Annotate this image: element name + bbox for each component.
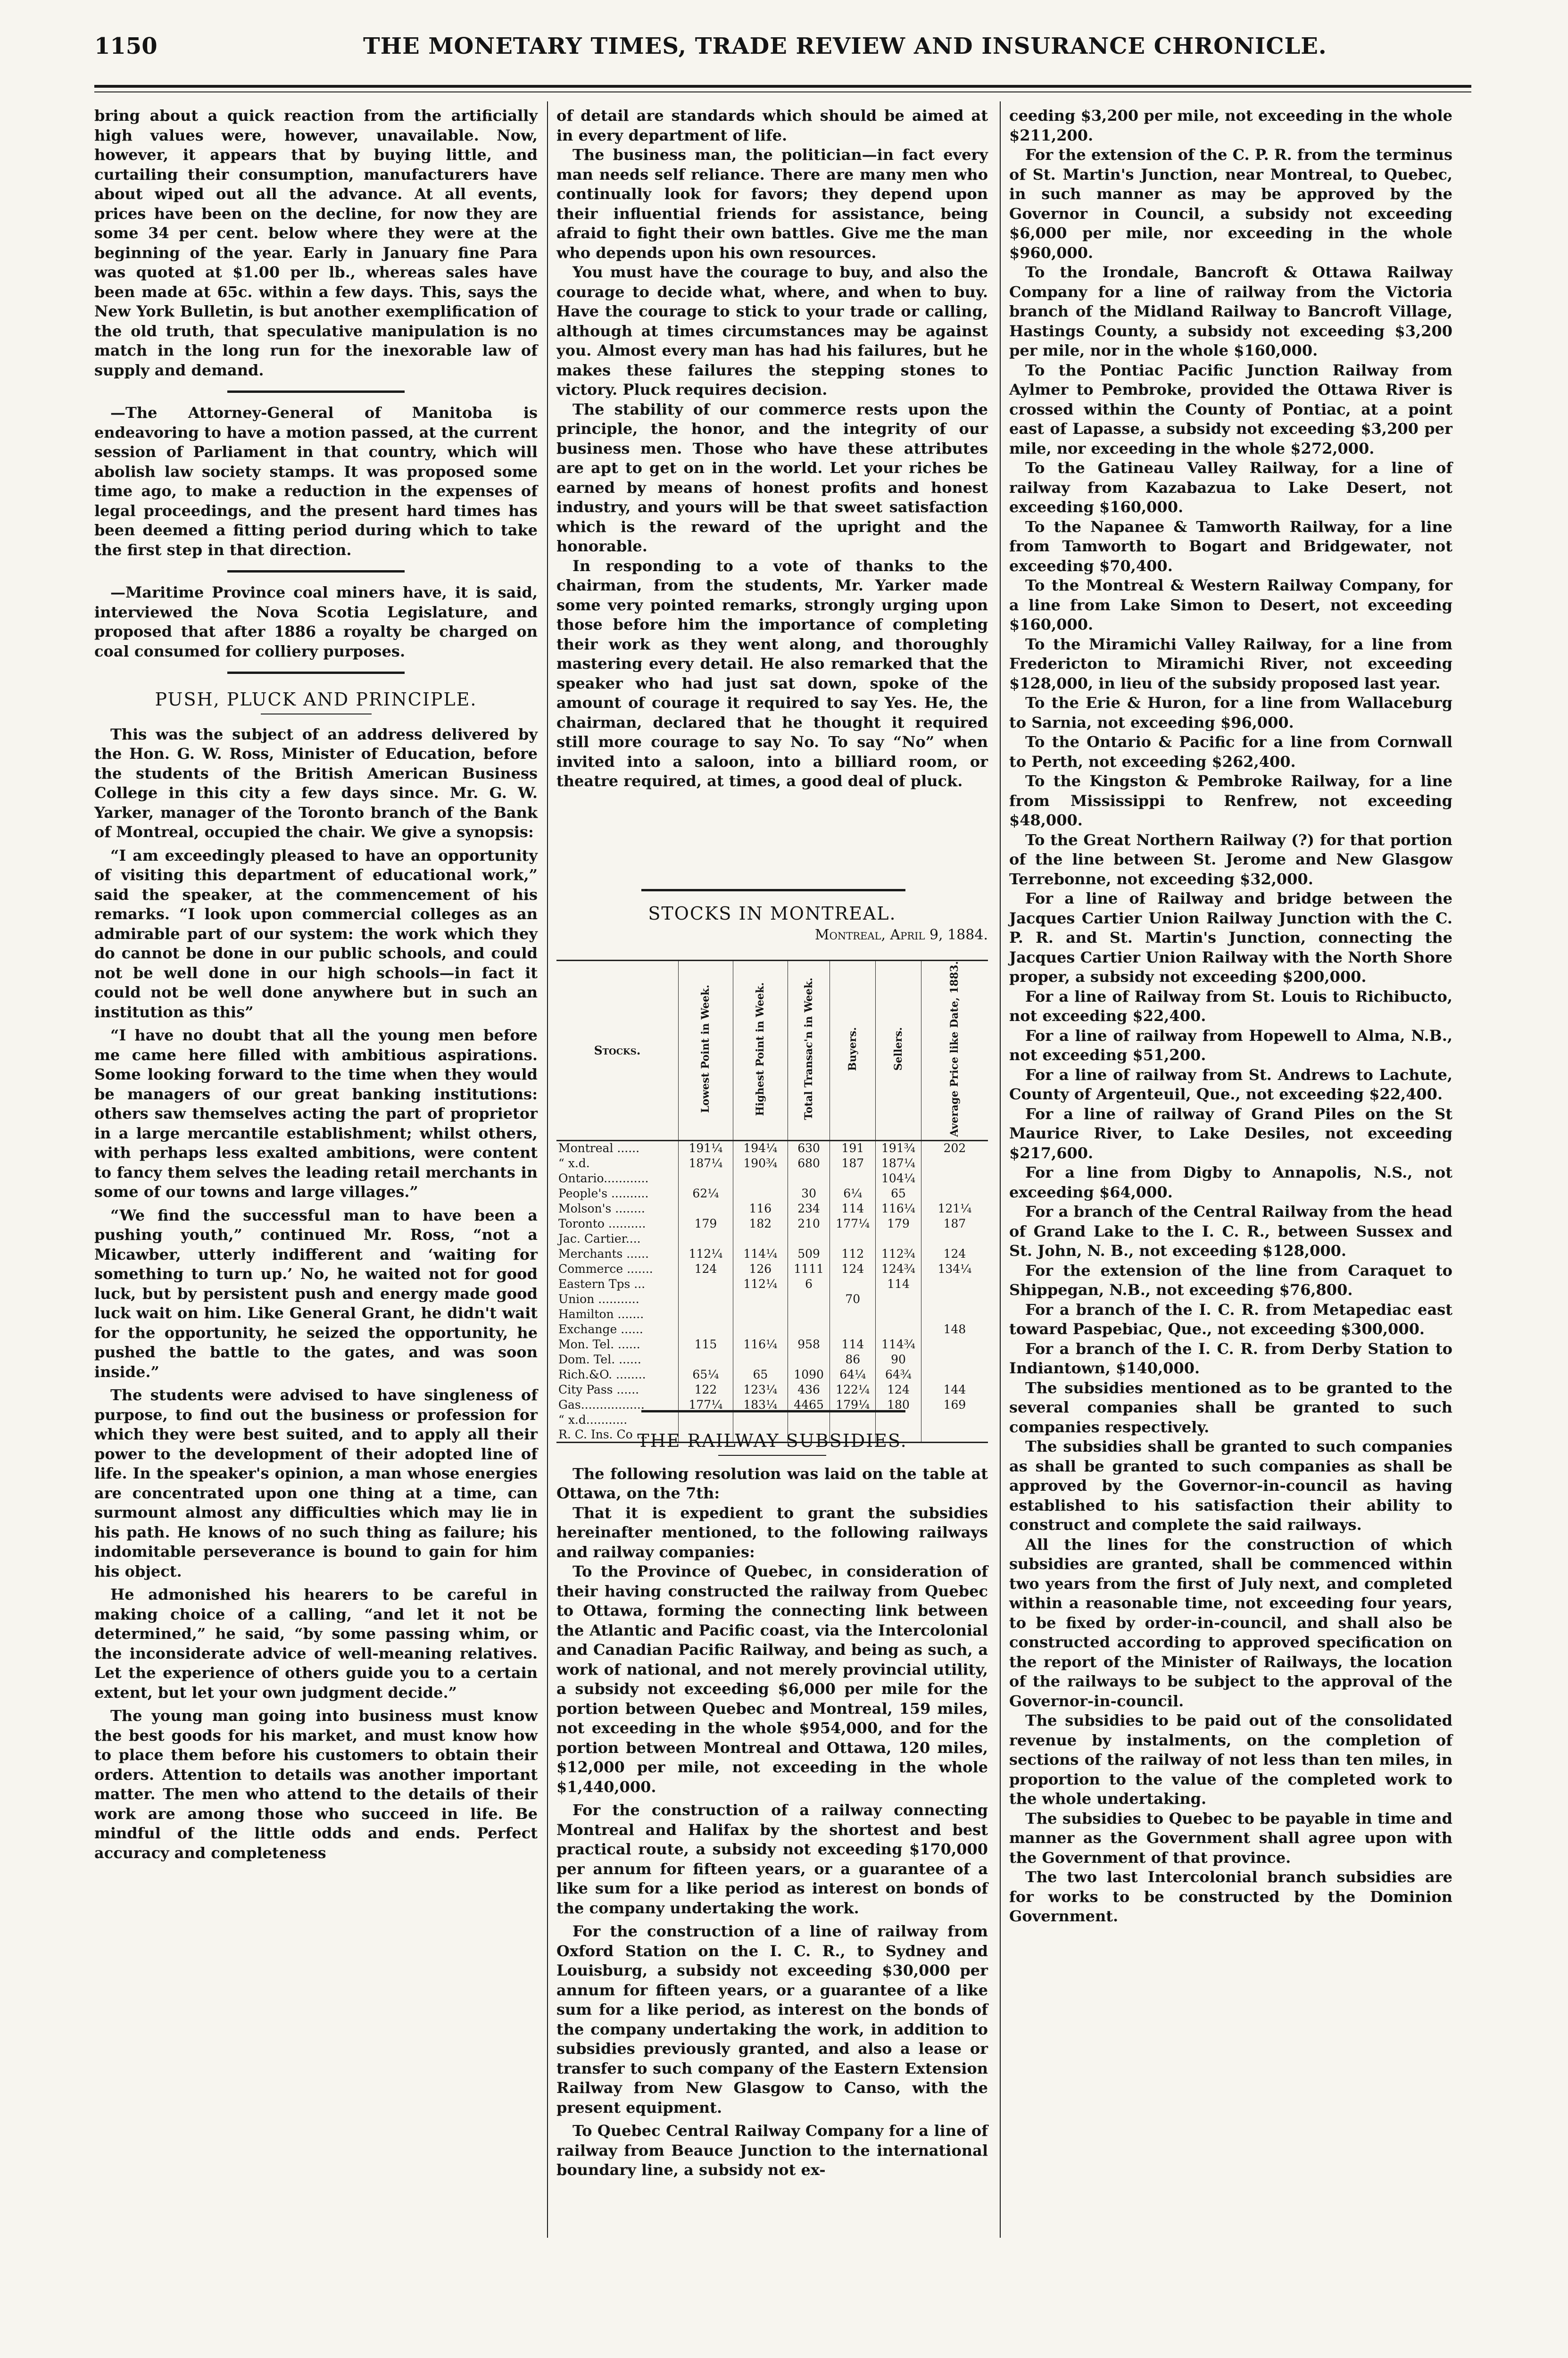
stocks-row — [556, 1261, 988, 1276]
stock-value-cell: 6¼ — [830, 1186, 876, 1201]
article-paragraph: To Quebec Central Railway Company for a line of railway from Beauce Junction to the international boundary line, a subsidy not ex- — [556, 2122, 988, 2179]
stock-value-cell — [876, 1412, 921, 1427]
stocks-row — [556, 1412, 988, 1427]
stock-value-cell: 191¾ — [876, 1140, 921, 1155]
stock-name-cell: Eastern Tps ... — [558, 1277, 646, 1291]
column-rule-1 — [547, 101, 548, 2238]
stock-value-cell: 112¼ — [733, 1276, 788, 1291]
stock-value-cell: 115 — [679, 1337, 733, 1352]
stocks-row — [556, 1246, 988, 1261]
article-paragraph: For a line of railway from St. Andrews to Lachute, County of Argenteuil, Que., not exceeding $22,400. — [1009, 1065, 1452, 1103]
article-paragraph: To the Irondale, Bancroft & Ottawa Railway Company for a line of railway from the Victoria branch of the Midland Railway to Bancroft Village, Hastings County, a subsidy not exceeding $3,200 per mile, nor in the whole $160,000. — [1009, 263, 1452, 359]
stock-value-cell — [830, 1171, 876, 1186]
stock-value-cell — [830, 1412, 876, 1427]
article-paragraph: That it is expedient to grant the subsidies hereinafter mentioned, to the following railways and railway companies: — [556, 1503, 988, 1561]
stock-value-cell — [679, 1201, 733, 1216]
stock-value-cell: 194¼ — [733, 1140, 788, 1155]
stock-name-cell: Molson's ........ — [558, 1201, 645, 1215]
stocks-dateline: Montreal, April 9, 1884. — [814, 927, 988, 943]
article-paragraph: The students were advised to have singleness of purpose, to find out the business or profession for which they were best suited, and to apply all their power to the development of their adopted line of life. In the speaker's opinion, a man whose energies are concentrated upon one thing at a time, can surmount almost any difficulties which may lie in his path. He knows of no such thing as failure; his indomitable perseverance is bound to gain for him his object. — [94, 1386, 538, 1580]
article-paragraph: The two last Intercolonial branch subsidies are for works to be constructed by the Dominion Government. — [1009, 1868, 1452, 1925]
article-paragraph: To the Kingston & Pembroke Railway, for a line from Mississippi to Renfrew, not exceeding $48,000. — [1009, 772, 1452, 829]
stock-value-cell: 179 — [679, 1216, 733, 1231]
article-paragraph: For a line of Railway from St. Louis to Richibucto, not exceeding $22,400. — [1009, 987, 1452, 1025]
article-paragraph: of detail are standards which should be aimed at in every department of life. — [556, 107, 988, 144]
stocks-table — [556, 960, 988, 1446]
article-paragraph: The subsidies shall be granted to such companies as shall be granted to such companies as shall be approved by the Governor-in-council as having established to his satisfaction their ability to construct and complete the said railways. — [1009, 1437, 1452, 1534]
article-paragraph: To the Province of Quebec, in consideration of their having constructed the railway from Quebec to Ottawa, forming the connecting link between the Atlantic and Pacific coast, via the Intercolonial and Canadian Pacific Railway, and being as such, a work of national, and not merely provincial utility, a subsidy not exceeding $6,000 per mile for the portion between Quebec and Montreal, 159 miles, not exceeding in the whole $954,000, and for the portion between Montreal and Ottawa, 120 miles, $12,000 per mile, not exceeding in the whole $1,440,000. — [556, 1562, 988, 1796]
article-paragraph: The young man going into business must know the best goods for his market, and must know how to place them before his customers to obtain their orders. Attention to details was another important matter. The men who attend to the details of their work are among those who succeed in life. Be mindful of the little odds and ends. Perfect accuracy and completeness — [94, 1707, 538, 1862]
separator-rule — [227, 570, 405, 573]
stock-name-cell: Hamilton ....... — [558, 1307, 644, 1321]
stock-value-cell — [679, 1276, 733, 1291]
stock-value-cell — [921, 1171, 988, 1186]
stock-value-cell — [788, 1231, 830, 1246]
stock-value-cell: 64¾ — [876, 1367, 921, 1382]
paragraph-manitoba: —The Attorney-General of Manitoba is endeavoring to have a motion passed, at the current session of Parliament in that country, which will abolish law society stamps. It was proposed some time ago, to make a reduction in the expenses of legal proceedings, and the present hard times has been deemed a fitting period during which to take the first step in that direction. — [94, 404, 538, 559]
stock-value-cell: 70 — [830, 1291, 876, 1306]
stock-value-cell: 86 — [830, 1352, 876, 1367]
stock-name-cell: Montreal ...... — [558, 1141, 640, 1155]
stock-value-cell: 6 — [788, 1276, 830, 1291]
stock-value-cell: 65 — [876, 1186, 921, 1201]
stock-value-cell: 124 — [921, 1246, 988, 1261]
stock-value-cell — [788, 1321, 830, 1337]
stock-value-cell — [921, 1352, 988, 1367]
article-paragraph: To the Montreal & Western Railway Company, for a line from Lake Simon to Desert, not exceeding $160,000. — [1009, 576, 1452, 633]
stock-value-cell: 114 — [830, 1201, 876, 1216]
stock-value-cell — [788, 1291, 830, 1306]
article-paragraph: To the Pontiac Pacific Junction Railway from Aylmer to Pembroke, provided the Ottawa River is crossed within the County of Pontiac, at a point east of Lapasse, a subsidy not exceeding $3,200 per mile, nor exceeding in the whole $272,000. — [1009, 361, 1452, 457]
stock-value-cell — [876, 1321, 921, 1337]
stock-value-cell: 210 — [788, 1216, 830, 1231]
article-paragraph: “I am exceedingly pleased to have an opportunity of visiting this department of educational work,” said the speaker, at the commencement of his remarks. “I look upon commercial colleges as an admirable part of our system: the work which they do cannot be done in our public schools, and could not be well done in our high schools—in fact it could not be well done anywhere but in such an institution as this” — [94, 846, 538, 1021]
stock-value-cell — [876, 1231, 921, 1246]
stocks-row — [556, 1352, 988, 1367]
stock-value-cell — [733, 1186, 788, 1201]
stock-value-cell — [788, 1352, 830, 1367]
masthead-title: THE MONETARY TIMES, TRADE REVIEW AND INSURANCE CHRONICLE. — [363, 33, 1327, 59]
stock-value-cell: 630 — [788, 1140, 830, 1155]
stock-value-cell: 187 — [830, 1155, 876, 1171]
stock-name-cell: City Pass ...... — [558, 1382, 639, 1396]
stocks-row — [556, 1291, 988, 1306]
stock-name-cell: Dom. Tel. ...... — [558, 1352, 641, 1366]
stock-name-cell: Rich.&O. ........ — [558, 1367, 646, 1381]
stock-value-cell: 182 — [733, 1216, 788, 1231]
stock-value-cell — [921, 1231, 988, 1246]
stock-value-cell: 112 — [830, 1246, 876, 1261]
article-heading-push-pluck: PUSH, PLUCK AND PRINCIPLE. — [155, 689, 477, 710]
stock-name-cell: Gas................. — [558, 1397, 645, 1411]
stock-value-cell: 116 — [733, 1201, 788, 1216]
stock-value-cell — [733, 1352, 788, 1367]
stock-value-cell: 191¼ — [679, 1140, 733, 1155]
stock-value-cell: 180 — [876, 1397, 921, 1412]
stock-value-cell — [921, 1291, 988, 1306]
article-paragraph: You must have the courage to buy, and also the courage to decide what, where, and when to buy. Have the courage to stick to your trade or calling, although at times circumstances may be against you. Almost every man has had his failures, but he makes these failures the stepping stones to victory. Pluck requires decision. — [556, 263, 988, 399]
stocks-header-cell: Stocks. — [594, 1043, 641, 1057]
column-3 — [1009, 106, 1452, 1926]
stock-value-cell: 112¾ — [876, 1246, 921, 1261]
stocks-row — [556, 1186, 988, 1201]
stocks-header-cell: Total Transac'n in Week. — [788, 961, 830, 1141]
stock-value-cell: 116¼ — [733, 1337, 788, 1352]
stock-value-cell — [830, 1321, 876, 1337]
stock-value-cell — [733, 1291, 788, 1306]
stock-value-cell: 62¼ — [679, 1186, 733, 1201]
stock-value-cell — [733, 1306, 788, 1321]
stocks-heading: STOCKS IN MONTREAL. — [648, 903, 896, 924]
stock-value-cell: 114 — [830, 1337, 876, 1352]
stock-value-cell: 436 — [788, 1382, 830, 1397]
stock-value-cell: 179 — [876, 1216, 921, 1231]
stock-value-cell — [830, 1276, 876, 1291]
stock-value-cell — [679, 1321, 733, 1337]
stock-name-cell: Ontario............ — [558, 1171, 649, 1185]
stocks-row — [556, 1155, 988, 1171]
stock-value-cell: 124 — [679, 1261, 733, 1276]
stock-value-cell — [921, 1155, 988, 1171]
stock-name-cell: Commerce ....... — [558, 1262, 653, 1276]
stock-name-cell: Jac. Cartier.... — [558, 1231, 641, 1245]
railway-subsidies-heading: THE RAILWAY SUBSIDIES. — [637, 1430, 907, 1451]
stocks-header-row — [556, 961, 988, 1141]
stocks-heading-block — [556, 903, 988, 949]
stock-value-cell: 1090 — [788, 1367, 830, 1382]
article-paragraph: The following resolution was laid on the table at Ottawa, on the 7th: — [556, 1464, 988, 1502]
stock-name-cell: “ x.d........... — [558, 1412, 628, 1427]
article-paragraph: For the construction of a line of railway from Oxford Station on the I. C. R., to Sydney and Louisburg, a subsidy not exceeding $30,000 per annum for fifteen years, or a guarantee of a like sum for a like period, as interest on the bonds of the company undertaking the work, in addition to subsidies previously granted, and also a lease or transfer to such company of the Eastern Extension Railway from New Glasgow to Canso, with the present equipment. — [556, 1922, 988, 2117]
stock-value-cell — [830, 1306, 876, 1321]
stock-value-cell: 148 — [921, 1321, 988, 1337]
stock-value-cell — [679, 1171, 733, 1186]
stock-value-cell — [679, 1291, 733, 1306]
article-paragraph: For a line of railway of Grand Piles on the St Maurice River, to Lake Desiles, not exceeding $217,600. — [1009, 1104, 1452, 1162]
article-paragraph: “We find the successful man to have been a pushing youth,” continued Mr. Ross, “not a Micawber, utterly indifferent and ‘waiting for something to turn up.’ No, he waited not for good luck, but by persistent push and energy made good luck wait on him. Like General Grant, he didn't wait for the opportunity, he seized the opportunity, he pushed the battle to the gates, and was soon inside.” — [94, 1206, 538, 1381]
stock-name-cell: Exchange ...... — [558, 1322, 643, 1336]
stocks-header-cell: Average Price like Date, 1883. — [921, 961, 988, 1141]
article-paragraph: He admonished his hearers to be careful in making choice of a calling, “and let it not be determined,” he said, “by some passing whim, or the inconsiderate advice of well-meaning relatives. Let the experience of others guide you to a certain extent, but let your own judgment decide.” — [94, 1586, 538, 1702]
article-paragraph: For a branch of the I. C. R. from Derby Station to Indiantown, $140,000. — [1009, 1339, 1452, 1377]
article-paragraph: For the extension of the C. P. R. from the terminus of St. Martin's Junction, near Montreal, to Quebec, in such manner as may be approved by the Governor in Council, a subsidy not exceeding $6,000 per mile, nor exceeding in the whole $960,000. — [1009, 146, 1452, 262]
article-paragraph: The business man, the politician—in fact every man needs self reliance. There are many men who continually look for favors; they depend upon their influential friends for assistance, being afraid to fight their own battles. Give me the man who depends upon his own resources. — [556, 146, 988, 262]
stocks-header-cell: Buyers. — [830, 961, 876, 1141]
article-paragraph: The subsidies mentioned as to be granted to the several companies shall be granted to such companies respectively. — [1009, 1378, 1452, 1436]
stock-value-cell — [921, 1337, 988, 1352]
article-paragraph: To the Miramichi Valley Railway, for a line from Fredericton to Miramichi River, not exceeding $128,000, in lieu of the subsidy proposed last year. — [1009, 635, 1452, 692]
heading-underline — [718, 1455, 826, 1456]
article-paragraph: This was the subject of an address delivered by the Hon. G. W. Ross, Minister of Education, before the students of the British American Business College in this city a few days since. Mr. G. W. Yarker, manager of the Toronto branch of the Bank of Montreal, occupied the chair. We give a synopsis: — [94, 725, 538, 841]
stocks-row — [556, 1216, 988, 1231]
stocks-header-cell: Highest Point in Week. — [733, 961, 788, 1141]
stocks-row — [556, 1171, 988, 1186]
stocks-row — [556, 1337, 988, 1352]
article-paragraph: To the Great Northern Railway (?) for that portion of the line between St. Jerome and New Glasgow Terrebonne, not exceeding $32,000. — [1009, 830, 1452, 888]
page-number: 1150 — [94, 33, 158, 59]
stock-value-cell: 65¼ — [679, 1367, 733, 1382]
stock-value-cell — [921, 1306, 988, 1321]
stock-name-cell: Mon. Tel. ...... — [558, 1337, 640, 1351]
stocks-row — [556, 1201, 988, 1216]
stocks-row — [556, 1321, 988, 1337]
stock-value-cell: 1111 — [788, 1261, 830, 1276]
stocks-header-cell: Lowest Point in Week. — [679, 961, 733, 1141]
article-paragraph: To the Napanee & Tamworth Railway, for a line from Tamworth to Bogart and Bridgewater, not exceeding $70,400. — [1009, 517, 1452, 575]
article-paragraph: All the lines for the construction of which subsidies are granted, shall be commenced within two years from the first of July next, and completed within a reasonable time, not exceeding four years, to be fixed by order-in-council, and shall also be constructed according to approved specification on the report of the Minister of Railways, the location of the railways to be subject to the approval of the Governor-in-council. — [1009, 1535, 1452, 1710]
article-paragraph: In responding to a vote of thanks to the chairman, from the students, Mr. Yarker made some very pointed remarks, strongly urging upon those before him the importance of completing their work as they went along, and thoroughly mastering every detail. He also remarked that the speaker who had just sat down, spoke of the amount of courage it required to say Yes. He, the chairman, declared that he thought it required still more courage to say No. To say “No” when invited into a saloon, into a billiard room, or theatre required, at times, a good deal of pluck. — [556, 556, 988, 790]
stocks-row — [556, 1140, 988, 1155]
stock-value-cell — [788, 1171, 830, 1186]
stock-value-cell: 124 — [876, 1382, 921, 1397]
stock-value-cell — [733, 1171, 788, 1186]
article-paragraph: For a branch of the Central Railway from the head of Grand Lake to the I. C. R., between Sussex and St. John, N. B., not exceeding $128,000. — [1009, 1203, 1452, 1260]
stock-value-cell — [830, 1231, 876, 1246]
article-paragraph: The stability of our commerce rests upon the principle, the honor, and the integrity of our business men. Those who have these attributes are apt to get on in the world. Let your riches be earned by means of honest profits and honest industry, and yours will be that sweet satisfaction which is the reward of the upright and the honorable. — [556, 400, 988, 555]
header-rule-thick — [94, 85, 1471, 88]
article-paragraph: “I have no doubt that all the young men before me came here filled with ambitious aspirations. Some looking forward to the time when they would be managers of our great banking institutions: others saw themselves acting the part of proprietor in a large mercantile establishment; whilst others, with perhaps less exalted ambitions, were content to fancy them selves the leading retail merchants in some of our towns and large villages.” — [94, 1026, 538, 1201]
stock-value-cell: 64¼ — [830, 1367, 876, 1382]
stock-name-cell: Merchants ...... — [558, 1246, 649, 1261]
stock-value-cell: 114 — [876, 1276, 921, 1291]
stock-name-cell: R. C. Ins. Co ... — [558, 1427, 648, 1441]
stock-value-cell: 680 — [788, 1155, 830, 1171]
stock-value-cell — [788, 1412, 830, 1427]
stock-value-cell — [921, 1367, 988, 1382]
stock-value-cell: 187 — [921, 1216, 988, 1231]
stock-name-cell: Toronto .......... — [558, 1216, 646, 1230]
stock-value-cell — [733, 1321, 788, 1337]
stock-value-cell — [679, 1412, 733, 1427]
stock-name-cell: Union ........... — [558, 1292, 639, 1306]
paragraph-rubber-prices: bring about a quick reaction from the artificially high values were, however, unavailable. Now, however, it appears that by buying little, and curtailing their consumption, manufacturers have about wiped out all the advance. At all events, prices have been on the decline, for now they are some 34 per cent. below where they were at the beginning of the year. Early in January fine Para was quoted at $1.00 per lb., whereas sales have been made at 65c. within a few days. This, says the New York Bulletin, is but another exemplification of the old truth, that speculative manipulation is no match in the long run for the inexorable law of supply and demand. — [94, 107, 538, 379]
stock-value-cell — [921, 1276, 988, 1291]
separator-rule — [641, 889, 905, 891]
separator-rule — [227, 390, 405, 393]
stock-value-cell: 90 — [876, 1352, 921, 1367]
stocks-row — [556, 1306, 988, 1321]
page-header — [94, 33, 1462, 71]
article-paragraph: For a line from Digby to Annapolis, N.S., not exceeding $64,000. — [1009, 1163, 1452, 1201]
column-rule-2 — [1000, 101, 1001, 2238]
stocks-row — [556, 1367, 988, 1382]
stock-value-cell — [679, 1231, 733, 1246]
article-paragraph: The subsidies to be paid out of the consolidated revenue by instalments, on the completion of sections of the railway of not less than ten miles, in proportion to the value of the completed work to the whole undertaking. — [1009, 1711, 1452, 1808]
stock-name-cell: “ x.d. — [558, 1156, 590, 1170]
stock-value-cell: 187¼ — [679, 1155, 733, 1171]
article-paragraph: For a line of railway from Hopewell to Alma, N.B., not exceeding $51,200. — [1009, 1026, 1452, 1064]
header-rule-thin — [94, 91, 1471, 92]
stocks-row — [556, 1231, 988, 1246]
stock-value-cell — [733, 1412, 788, 1427]
stock-value-cell: 177¼ — [830, 1216, 876, 1231]
stock-value-cell: 121¼ — [921, 1201, 988, 1216]
column-1 — [94, 106, 538, 1863]
stock-value-cell: 30 — [788, 1186, 830, 1201]
stock-value-cell: 190¾ — [733, 1155, 788, 1171]
article-paragraph: The subsidies to Quebec to be payable in time and manner as the Government shall agree upon with the Government of that province. — [1009, 1809, 1452, 1867]
separator-rule — [641, 1410, 905, 1412]
stock-value-cell: 958 — [788, 1337, 830, 1352]
stock-value-cell — [679, 1306, 733, 1321]
stock-value-cell — [876, 1291, 921, 1306]
stock-value-cell — [876, 1306, 921, 1321]
stock-value-cell: 104¼ — [876, 1171, 921, 1186]
stock-value-cell: 116¼ — [876, 1201, 921, 1216]
stock-name-cell: People's .......... — [558, 1186, 649, 1200]
stock-value-cell: 187¼ — [876, 1155, 921, 1171]
column-2-top — [556, 106, 988, 791]
article-paragraph: To the Gatineau Valley Railway, for a line of railway from Kazabazua to Lake Desert, not exceeding $160,000. — [1009, 459, 1452, 516]
stock-value-cell — [921, 1412, 988, 1427]
stock-value-cell — [733, 1231, 788, 1246]
stock-value-cell: 202 — [921, 1140, 988, 1155]
stock-value-cell: 4465 — [788, 1397, 830, 1412]
stock-value-cell: 144 — [921, 1382, 988, 1397]
stock-value-cell: 122 — [679, 1382, 733, 1397]
stock-value-cell: 134¼ — [921, 1261, 988, 1276]
stock-value-cell — [679, 1352, 733, 1367]
article-paragraph: For a branch of the I. C. R. from Metapediac east toward Paspebiac, Que., not exceeding $300,000. — [1009, 1300, 1452, 1338]
stock-value-cell: 114¼ — [733, 1246, 788, 1261]
stock-value-cell: 112¼ — [679, 1246, 733, 1261]
paragraph-coal-miners: —Maritime Province coal miners have, it is said, interviewed the Nova Scotia Legislature, and proposed that after 1886 a royalty be charged on coal consumed for colliery purposes. — [94, 583, 538, 660]
stocks-row — [556, 1382, 988, 1397]
stock-value-cell: 124¾ — [876, 1261, 921, 1276]
stock-value-cell: 509 — [788, 1246, 830, 1261]
stock-value-cell — [921, 1186, 988, 1201]
article-paragraph: To the Ontario & Pacific for a line from Cornwall to Perth, not exceeding $262,400. — [1009, 733, 1452, 771]
stock-value-cell: 179¼ — [830, 1397, 876, 1412]
stocks-row — [556, 1276, 988, 1291]
stock-value-cell: 234 — [788, 1201, 830, 1216]
article-paragraph: For the construction of a railway connecting Montreal and Halifax by the shortest and best practical route, a subsidy not exceeding $170,000 per annum for fifteen years, or a guarantee of a like sum for a like period as interest on bonds of the company undertaking the work. — [556, 1801, 988, 1917]
stock-value-cell: 169 — [921, 1397, 988, 1412]
stock-value-cell: 122¼ — [830, 1382, 876, 1397]
stock-value-cell: 191 — [830, 1140, 876, 1155]
stock-value-cell: 114¾ — [876, 1337, 921, 1352]
stocks-header-cell: Sellers. — [876, 961, 921, 1141]
article-paragraph: ceeding $3,200 per mile, not exceeding in the whole $211,200. — [1009, 107, 1452, 144]
stock-value-cell: 183¼ — [733, 1397, 788, 1412]
stock-value-cell — [788, 1306, 830, 1321]
article-paragraph: For a line of Railway and bridge between the Jacques Cartier Union Railway Junction with the C. P. R. and St. Martin's Junction, connecting the Jacques Cartier Union Railway with the North Shore proper, a subsidy not exceeding $200,000. — [1009, 889, 1452, 986]
stock-value-cell: 126 — [733, 1261, 788, 1276]
column-2-railway — [556, 1431, 988, 2180]
separator-rule — [227, 672, 405, 674]
article-paragraph: For the extension of the line from Caraquet to Shippegan, N.B., not exceeding $76,800. — [1009, 1261, 1452, 1299]
stock-value-cell: 177¼ — [679, 1397, 733, 1412]
article-paragraph: To the Erie & Huron, for a line from Wallaceburg to Sarnia, not exceeding $96,000. — [1009, 694, 1452, 731]
stock-value-cell: 65 — [733, 1367, 788, 1382]
stock-value-cell: 124 — [830, 1261, 876, 1276]
stock-value-cell: 123¼ — [733, 1382, 788, 1397]
